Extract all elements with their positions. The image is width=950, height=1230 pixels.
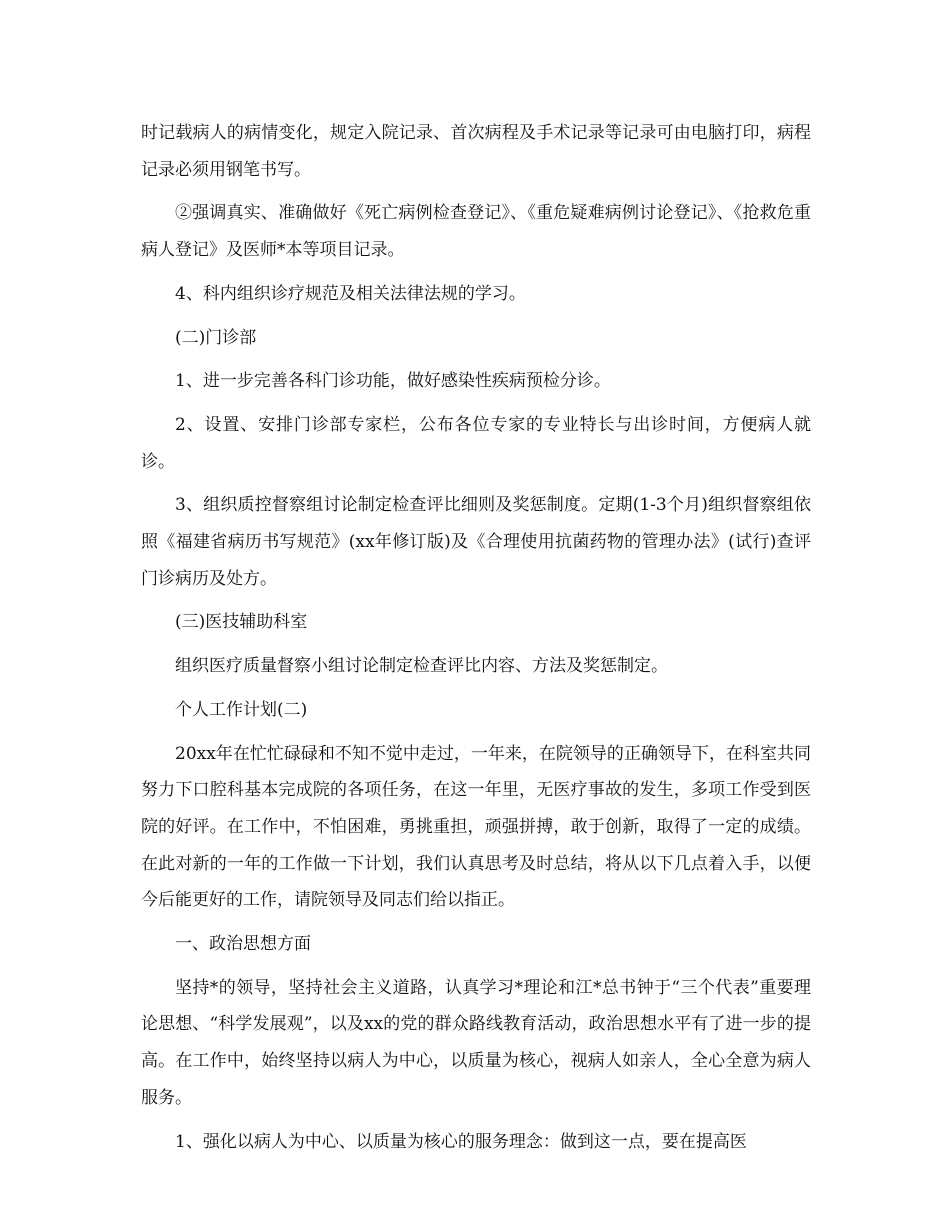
heading-medical-tech: (三)医技辅助科室: [175, 612, 308, 633]
heading-outpatient: (二)门诊部: [175, 327, 257, 348]
paragraph-record-rules: 时记载病人的病情变化，规定入院记录、首次病程及手术记录等记录可由电脑打印，病程记录必须用钢笔书写。: [141, 123, 811, 180]
paragraph-registration-records: ②强调真实、准确做好《死亡病例检查登记》、《重危疑难病例讨论登记》、《抢救危重病人登记》及医师*本等项目记录。: [141, 203, 811, 261]
paragraph-year-summary: 20xx年在忙忙碌碌和不知不觉中走过，一年来，在院领导的正确领导下，在科室共同努力下口腔科基本完成院的各项任务，在这一年里，无医疗事故的发生，多项工作受到医院的好评。在工作中，不怕困难，勇挑重担，顽强拼搏，敢于创新，取得了一定的成绩。在此对新的一年的工作做一下计划，我们认真思考及时总结，将从以下几点着入手，以便今后能更好的工作，请院领导及同志们给以指正。: [141, 743, 811, 911]
paragraph-outpatient-2: 2、设置、安排门诊部专家栏，公布各位专家的专业特长与出诊时间，方便病人就诊。: [141, 414, 811, 472]
paragraph-political: 坚持*的领导，坚持社会主义道路，认真学习*理论和江*总书钟于“三个代表”重要理论思想、“科学发展观”，以及xx的党的群众路线教育活动，政治思想水平有了进一步的提高。在工作中，始终坚持以病人为中心，以质量为核心，视病人如亲人，全心全意为病人服务。: [141, 977, 811, 1108]
paragraph-patient-centered: 1、强化以病人为中心、以质量为核心的服务理念：做到这一点，要在提高医: [175, 1131, 747, 1152]
heading-political: 一、政治思想方面: [175, 934, 311, 955]
paragraph-regulation-study: 4、科内组织诊疗规范及相关法律法规的学习。: [175, 283, 526, 304]
paragraph-outpatient-3: 3、组织质控督察组讨论制定检查评比细则及奖惩制度。定期(1-3个月)组织督察组依照《福建省病历书写规范》(xx年修订版)及《合理使用抗菌药物的管理办法》(试行)查评门诊病历及处方。: [141, 495, 811, 589]
paragraph-medical-tech: 组织医疗质量督察小组讨论制定检查评比内容、方法及奖惩制定。: [175, 656, 668, 677]
document-body: [141, 115, 811, 1167]
heading-work-plan-2: 个人工作计划(二): [175, 699, 308, 720]
paragraph-outpatient-1: 1、进一步完善各科门诊功能，做好感染性疾病预检分诊。: [175, 371, 611, 392]
